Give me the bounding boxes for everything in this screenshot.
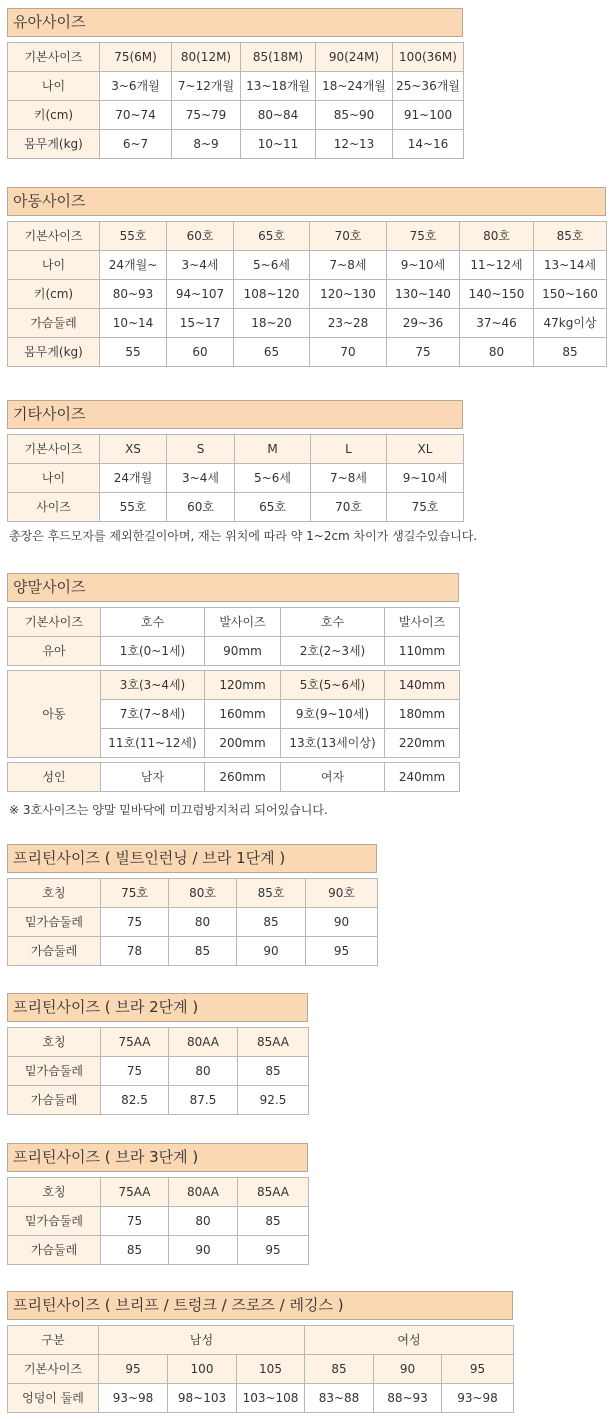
infant-cell: 3~6개월 xyxy=(100,72,172,101)
infant-cell: 18~24개월 xyxy=(316,72,393,101)
etc-cell: 5~6세 xyxy=(235,464,311,493)
preteen4-cell: 98~103 xyxy=(168,1384,237,1413)
etc-row-label: 사이즈 xyxy=(8,493,100,522)
kids-cell: 85 xyxy=(534,338,607,367)
preteen3-row-label: 밑가슴둘레 xyxy=(8,1207,101,1236)
socks-cell: 7호(7~8세) xyxy=(101,700,205,729)
socks-adult-row xyxy=(8,763,460,792)
kids-cell: 75 xyxy=(387,338,460,367)
kids-cell: 120~130 xyxy=(310,280,387,309)
preteen4-row xyxy=(8,1384,514,1413)
kids-cell: 94~107 xyxy=(167,280,234,309)
kids-cell: 37~46 xyxy=(460,309,534,338)
preteen3-cell: 75 xyxy=(101,1207,169,1236)
etc-cell: 75호 xyxy=(387,493,464,522)
preteen4-cell: 85 xyxy=(305,1355,374,1384)
preteen4-cell: 93~98 xyxy=(442,1384,514,1413)
etc-cell: L xyxy=(311,435,387,464)
infant-row-label: 몸무게(kg) xyxy=(8,130,100,159)
preteen2-size-table xyxy=(7,1027,309,1115)
etc-cell: 7~8세 xyxy=(311,464,387,493)
kids-header-row xyxy=(8,222,607,251)
preteen2-row-label: 가슴둘레 xyxy=(8,1086,101,1115)
infant-cell: 85~90 xyxy=(316,101,393,130)
preteen4-header-cell: 남성 xyxy=(99,1326,305,1355)
socks-cell: 5호(5~6세) xyxy=(281,671,385,700)
socks-kids-table xyxy=(7,670,460,758)
kids-cell: 65호 xyxy=(234,222,310,251)
kids-row-label: 키(cm) xyxy=(8,280,100,309)
kids-cell: 3~4세 xyxy=(167,251,234,280)
preteen4-cell: 95 xyxy=(99,1355,168,1384)
socks-row-label: 아동 xyxy=(8,671,101,758)
preteen4-cell: 93~98 xyxy=(99,1384,168,1413)
preteen2-cell: 85 xyxy=(238,1057,309,1086)
preteen2-cell: 92.5 xyxy=(238,1086,309,1115)
etc-cell: 3~4세 xyxy=(167,464,235,493)
kids-cell: 80호 xyxy=(460,222,534,251)
preteen4-row-label: 기본사이즈 xyxy=(8,1355,99,1384)
etc-cell: M xyxy=(235,435,311,464)
preteen3-cell: 85 xyxy=(238,1207,309,1236)
preteen4-size-table xyxy=(7,1325,514,1413)
preteen3-cell: 85AA xyxy=(238,1178,309,1207)
socks-cell: 160mm xyxy=(205,700,281,729)
preteen4-row xyxy=(8,1355,514,1384)
preteen1-row xyxy=(8,937,378,966)
infant-cell: 8~9 xyxy=(172,130,241,159)
socks-infant-row xyxy=(8,637,460,666)
socks-cell: 110mm xyxy=(385,637,460,666)
preteen2-row-label: 호칭 xyxy=(8,1028,101,1057)
infant-header-row xyxy=(8,43,464,72)
infant-size-title: 유아사이즈 xyxy=(7,8,463,37)
socks-row-label: 성인 xyxy=(8,763,101,792)
socks-size-note: ※ 3호사이즈는 양말 밑바닥에 미끄럼방지처리 되어있습니다. xyxy=(9,803,328,817)
preteen1-row-label: 밑가슴둘레 xyxy=(8,908,101,937)
kids-row xyxy=(8,280,607,309)
etc-cell: 70호 xyxy=(311,493,387,522)
preteen4-size-title: 프리틴사이즈 ( 브리프 / 트렁크 / 즈로즈 / 레깅스 ) xyxy=(7,1291,513,1320)
kids-cell: 80 xyxy=(460,338,534,367)
preteen1-cell: 85호 xyxy=(237,879,306,908)
kids-cell: 108~120 xyxy=(234,280,310,309)
infant-row-label: 키(cm) xyxy=(8,101,100,130)
preteen4-header-row xyxy=(8,1326,514,1355)
etc-cell: 9~10세 xyxy=(387,464,464,493)
infant-row xyxy=(8,101,464,130)
preteen4-header-cell: 여성 xyxy=(305,1326,514,1355)
socks-cell: 220mm xyxy=(385,729,460,758)
socks-cell: 120mm xyxy=(205,671,281,700)
kids-cell: 150~160 xyxy=(534,280,607,309)
socks-cell: 13호(13세이상) xyxy=(281,729,385,758)
preteen3-row xyxy=(8,1207,309,1236)
preteen2-row xyxy=(8,1057,309,1086)
preteen1-row-label: 가슴둘레 xyxy=(8,937,101,966)
infant-row-label: 나이 xyxy=(8,72,100,101)
socks-cell: 남자 xyxy=(101,763,205,792)
kids-cell: 130~140 xyxy=(387,280,460,309)
kids-cell: 60호 xyxy=(167,222,234,251)
kids-cell: 60 xyxy=(167,338,234,367)
kids-row xyxy=(8,251,607,280)
kids-cell: 9~10세 xyxy=(387,251,460,280)
etc-cell: 55호 xyxy=(100,493,167,522)
preteen2-cell: 80AA xyxy=(169,1028,238,1057)
infant-cell: 6~7 xyxy=(100,130,172,159)
kids-cell: 10~14 xyxy=(100,309,167,338)
infant-cell: 10~11 xyxy=(241,130,316,159)
kids-row xyxy=(8,309,607,338)
infant-row xyxy=(8,130,464,159)
preteen1-cell: 85 xyxy=(169,937,237,966)
preteen3-cell: 95 xyxy=(238,1236,309,1265)
infant-row-label: 기본사이즈 xyxy=(8,43,100,72)
etc-size-table xyxy=(7,434,464,522)
kids-cell: 15~17 xyxy=(167,309,234,338)
socks-header-cell: 발사이즈 xyxy=(385,608,460,637)
kids-cell: 55 xyxy=(100,338,167,367)
kids-cell: 75호 xyxy=(387,222,460,251)
preteen1-size-table xyxy=(7,878,378,966)
socks-kids-row xyxy=(8,671,460,700)
preteen1-row-label: 호칭 xyxy=(8,879,101,908)
preteen3-header-row xyxy=(8,1178,309,1207)
etc-row-label: 나이 xyxy=(8,464,100,493)
infant-cell: 70~74 xyxy=(100,101,172,130)
socks-cell: 3호(3~4세) xyxy=(101,671,205,700)
etc-cell: 60호 xyxy=(167,493,235,522)
infant-cell: 80~84 xyxy=(241,101,316,130)
preteen1-cell: 95 xyxy=(306,937,378,966)
kids-row-label: 나이 xyxy=(8,251,100,280)
preteen4-cell: 88~93 xyxy=(374,1384,442,1413)
infant-cell: 12~13 xyxy=(316,130,393,159)
infant-cell: 13~18개월 xyxy=(241,72,316,101)
infant-cell: 80(12M) xyxy=(172,43,241,72)
socks-cell: 1호(0~1세) xyxy=(101,637,205,666)
preteen1-cell: 90 xyxy=(306,908,378,937)
preteen2-cell: 82.5 xyxy=(101,1086,169,1115)
infant-cell: 90(24M) xyxy=(316,43,393,72)
etc-header-row xyxy=(8,435,464,464)
preteen2-size-title: 프리틴사이즈 ( 브라 2단계 ) xyxy=(7,993,308,1022)
preteen4-row-label: 엉덩이 둘레 xyxy=(8,1384,99,1413)
preteen1-header-row xyxy=(8,879,378,908)
etc-cell: 65호 xyxy=(235,493,311,522)
preteen2-cell: 80 xyxy=(169,1057,238,1086)
kids-cell: 29~36 xyxy=(387,309,460,338)
kids-cell: 140~150 xyxy=(460,280,534,309)
etc-row-label: 기본사이즈 xyxy=(8,435,100,464)
preteen4-cell: 100 xyxy=(168,1355,237,1384)
kids-size-title: 아동사이즈 xyxy=(7,187,606,216)
infant-cell: 7~12개월 xyxy=(172,72,241,101)
socks-cell: 9호(9~10세) xyxy=(281,700,385,729)
preteen1-row xyxy=(8,908,378,937)
socks-header-cell: 기본사이즈 xyxy=(8,608,101,637)
preteen3-cell: 75AA xyxy=(101,1178,169,1207)
preteen2-row-label: 밑가슴둘레 xyxy=(8,1057,101,1086)
preteen4-cell: 103~108 xyxy=(237,1384,305,1413)
preteen1-cell: 75 xyxy=(101,908,169,937)
infant-cell: 100(36M) xyxy=(393,43,464,72)
kids-cell: 85호 xyxy=(534,222,607,251)
infant-row xyxy=(8,72,464,101)
preteen1-cell: 85 xyxy=(237,908,306,937)
kids-row xyxy=(8,338,607,367)
preteen2-cell: 75AA xyxy=(101,1028,169,1057)
preteen3-row-label: 호칭 xyxy=(8,1178,101,1207)
infant-cell: 25~36개월 xyxy=(393,72,464,101)
socks-adult-table xyxy=(7,762,460,792)
socks-header-row xyxy=(8,608,460,637)
etc-cell: 24개월 xyxy=(100,464,167,493)
kids-cell: 55호 xyxy=(100,222,167,251)
etc-cell: XS xyxy=(100,435,167,464)
kids-row-label: 가슴둘레 xyxy=(8,309,100,338)
kids-cell: 7~8세 xyxy=(310,251,387,280)
kids-cell: 11~12세 xyxy=(460,251,534,280)
socks-cell: 11호(11~12세) xyxy=(101,729,205,758)
preteen4-cell: 95 xyxy=(442,1355,514,1384)
kids-size-table xyxy=(7,221,607,367)
socks-size-title: 양말사이즈 xyxy=(7,573,459,602)
preteen2-header-row xyxy=(8,1028,309,1057)
preteen3-size-title: 프리틴사이즈 ( 브라 3단계 ) xyxy=(7,1143,308,1172)
infant-cell: 75~79 xyxy=(172,101,241,130)
preteen3-cell: 80 xyxy=(169,1207,238,1236)
preteen2-cell: 75 xyxy=(101,1057,169,1086)
preteen1-cell: 80 xyxy=(169,908,237,937)
preteen3-cell: 85 xyxy=(101,1236,169,1265)
socks-cell: 180mm xyxy=(385,700,460,729)
kids-cell: 18~20 xyxy=(234,309,310,338)
preteen2-cell: 87.5 xyxy=(169,1086,238,1115)
kids-cell: 5~6세 xyxy=(234,251,310,280)
kids-cell: 70 xyxy=(310,338,387,367)
infant-cell: 91~100 xyxy=(393,101,464,130)
socks-cell: 90mm xyxy=(205,637,281,666)
preteen1-size-title: 프리틴사이즈 ( 빌트인런닝 / 브라 1단계 ) xyxy=(7,844,377,873)
infant-cell: 14~16 xyxy=(393,130,464,159)
preteen1-cell: 78 xyxy=(101,937,169,966)
preteen3-row xyxy=(8,1236,309,1265)
infant-cell: 75(6M) xyxy=(100,43,172,72)
etc-row xyxy=(8,464,464,493)
preteen4-header-cell: 구분 xyxy=(8,1326,99,1355)
kids-cell: 23~28 xyxy=(310,309,387,338)
kids-row-label: 기본사이즈 xyxy=(8,222,100,251)
kids-cell: 80~93 xyxy=(100,280,167,309)
etc-row xyxy=(8,493,464,522)
preteen1-cell: 90 xyxy=(237,937,306,966)
preteen2-row xyxy=(8,1086,309,1115)
kids-cell: 13~14세 xyxy=(534,251,607,280)
kids-cell: 24개월~ xyxy=(100,251,167,280)
etc-cell: S xyxy=(167,435,235,464)
preteen1-cell: 90호 xyxy=(306,879,378,908)
socks-cell: 260mm xyxy=(205,763,281,792)
preteen4-cell: 83~88 xyxy=(305,1384,374,1413)
preteen2-cell: 85AA xyxy=(238,1028,309,1057)
preteen1-cell: 80호 xyxy=(169,879,237,908)
kids-row-label: 몸무게(kg) xyxy=(8,338,100,367)
socks-cell: 여자 xyxy=(281,763,385,792)
socks-header-cell: 호수 xyxy=(101,608,205,637)
preteen3-cell: 80AA xyxy=(169,1178,238,1207)
socks-cell: 140mm xyxy=(385,671,460,700)
kids-cell: 65 xyxy=(234,338,310,367)
etc-size-note: 총장은 후드모자를 제외한길이아며, 재는 위치에 따라 약 1~2cm 차이가 생길수있습니다. xyxy=(9,529,478,543)
preteen4-cell: 105 xyxy=(237,1355,305,1384)
preteen1-cell: 75호 xyxy=(101,879,169,908)
socks-cell: 200mm xyxy=(205,729,281,758)
preteen3-cell: 90 xyxy=(169,1236,238,1265)
socks-row-label: 유아 xyxy=(8,637,101,666)
kids-cell: 70호 xyxy=(310,222,387,251)
preteen3-row-label: 가슴둘레 xyxy=(8,1236,101,1265)
infant-cell: 85(18M) xyxy=(241,43,316,72)
kids-cell: 47kg이상 xyxy=(534,309,607,338)
preteen4-cell: 90 xyxy=(374,1355,442,1384)
socks-size-table xyxy=(7,607,460,666)
preteen3-size-table xyxy=(7,1177,309,1265)
socks-cell: 2호(2~3세) xyxy=(281,637,385,666)
socks-header-cell: 호수 xyxy=(281,608,385,637)
socks-cell: 240mm xyxy=(385,763,460,792)
infant-size-table xyxy=(7,42,464,159)
socks-header-cell: 발사이즈 xyxy=(205,608,281,637)
etc-size-title: 기타사이즈 xyxy=(7,400,463,429)
etc-cell: XL xyxy=(387,435,464,464)
